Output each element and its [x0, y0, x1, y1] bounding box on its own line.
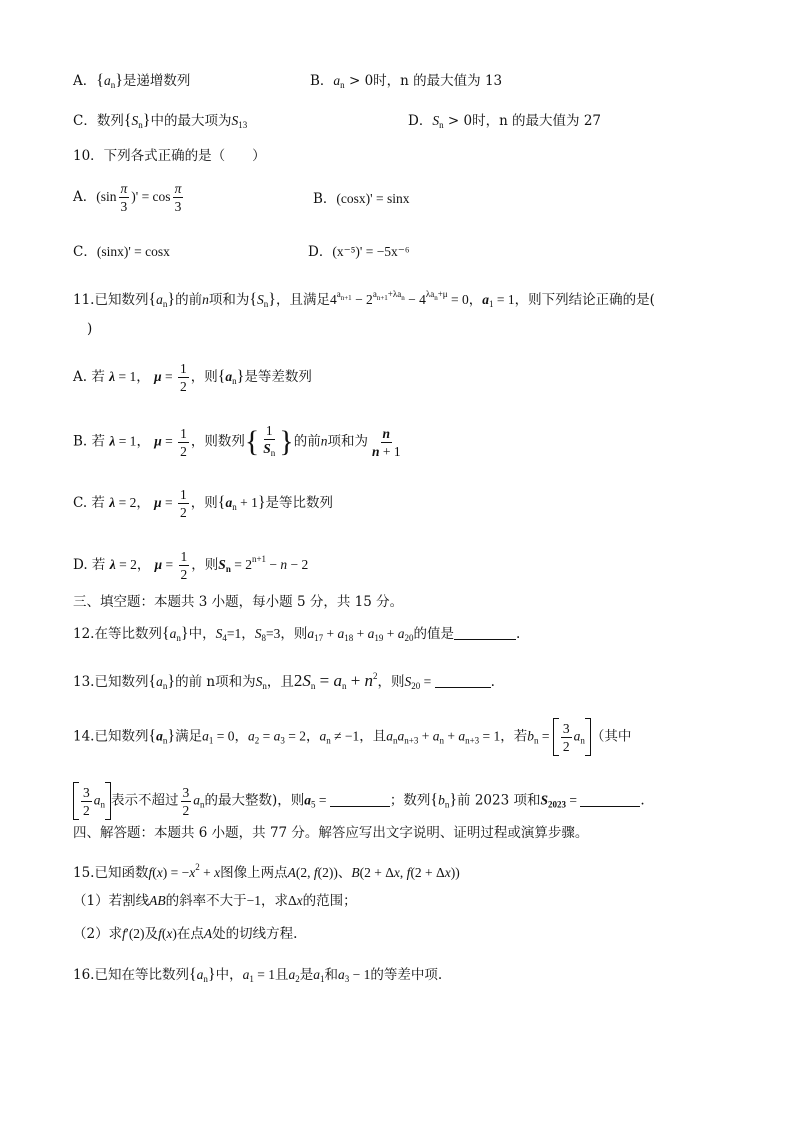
text: ，则 — [190, 495, 218, 511]
option-label: D. 若 — [73, 557, 106, 573]
q15-part2: （2）求f′(2)及f(x)在点A处的切线方程. — [73, 926, 298, 942]
answer-blank[interactable] — [454, 639, 516, 640]
text: （1）若割线 — [73, 893, 150, 909]
text: 处的切线方程. — [212, 926, 298, 942]
q16: 16.已知在等比数列$\{a_n\}$中，$a_1 = 1$且$a_2$是$a_1$和$a_3 - 1$的等差中项. — [73, 966, 443, 984]
text: 的值是 — [413, 626, 454, 642]
q10-option-c — [73, 243, 170, 261]
q10-option-d — [308, 243, 410, 261]
text: 在点 — [176, 926, 204, 942]
text: ，求 — [260, 893, 288, 909]
text: ，则 — [191, 557, 219, 573]
text: ，则 — [280, 626, 308, 642]
section-3-heading: 三、填空题：本题共 3 小题，每小题 5 分，共 15 分。 — [73, 594, 404, 610]
text: 12.在等比数列 — [73, 626, 162, 642]
text: ；数列 — [389, 792, 431, 809]
text: 的等差中项. — [370, 967, 443, 983]
option-expr: (cosx)' = sinx — [336, 191, 410, 206]
text: 项和为 — [208, 292, 250, 308]
text: 是等差数列 — [244, 369, 312, 385]
text: 图像上两点 — [220, 865, 288, 881]
q13: 13.已知数列$\{a_n\}$的前 n项和为$S_n$，且$2S_n = a_n + n^2$，则$S_{20}$ = . — [73, 671, 495, 691]
text: 14.已知数列 — [73, 728, 149, 745]
q10-stem: 10．下列各式正确的是（ ） — [73, 148, 266, 164]
text: 和 — [324, 967, 338, 983]
section-4-heading: 四、解答题：本题共 6 小题，共 77 分。解答应写出文字说明、证明过程或演算步骤。 — [73, 825, 589, 841]
option-label: D． — [308, 244, 333, 260]
option-label: A． — [73, 73, 97, 89]
option-label: B. 若 — [73, 433, 106, 450]
text: ，且满足 — [275, 292, 330, 308]
option-text: > 0时，n 的最大值为 27 — [447, 113, 602, 129]
q10-option-a: A．(sin $\frac{\pi}{3}$ )' = cos $\frac{\pi}{3}$ — [73, 181, 182, 214]
option-expr: (x⁻⁵)' = −5x⁻⁶ — [332, 244, 410, 259]
text: （2）求 — [73, 926, 123, 942]
q11-stem: 11.已知数列$\{a_n\}$的前n项和为$\{S_n\}$，且满足$4^{a_{n+1}} - 2^{a_{n+1}+\lambda a_n} - 4^{\lambda a_n+\mu} = 0$，$a_1 = 1$，则下列结论正确的是( — [73, 289, 655, 309]
text: （其中 — [590, 728, 632, 745]
text: . — [490, 674, 495, 690]
q11-option-b: B. 若 λ = 1， μ = $\frac{1}{2}$ ，则数列{ $\frac{1}{S_n}$ }的前n项和为 $\frac{n}{n + 1}$ — [73, 423, 401, 459]
option-text: 中的最大项为 — [150, 113, 232, 129]
q12: 12.在等比数列$\{a_n\}$中，$S_4=1$，$S_8=3$，则$a_{17} + a_{18} + a_{19} + a_{20}$的值是 . — [73, 625, 521, 643]
text: ，则 — [190, 369, 218, 385]
text: 项和为 — [327, 433, 368, 450]
q14-line2: $\frac{3}{2}$ $a_n$ 表示不超过 $\frac{3}{2}$ $a_n$的最大整数)，则$a_5$ = ；数列$\{b_n\}$前 2023 项和$S_{2023}$ = . — [73, 782, 645, 820]
text: ， — [241, 626, 255, 642]
text: 是 — [299, 967, 314, 983]
text: ，则数列 — [190, 433, 245, 450]
text: 表示不超过 — [111, 792, 179, 809]
text: 16.已知在等比数列 — [73, 967, 189, 983]
q9-option-c: C．数列$\{S_n\}$中的最大项为$S_{13}$ — [73, 112, 248, 130]
option-expr: (sinx)' = cosx — [96, 244, 170, 259]
q11-option-a: A. 若 λ = 1， μ = $\frac{1}{2}$ ，则$\{a_n\}$是等差数列 — [73, 361, 312, 394]
option-label: A． — [73, 189, 97, 205]
q9-option-b: B．$a_n > 0$时，n 的最大值为 13 — [310, 73, 503, 90]
answer-blank-s2023[interactable] — [580, 806, 640, 807]
text: 的斜率不大于 — [165, 893, 247, 909]
text: . — [640, 792, 645, 809]
text: 的前 n项和为 — [175, 674, 256, 690]
text: 15.已知函数 — [73, 865, 149, 881]
option-label: C. 若 — [73, 495, 105, 511]
option-label: C． — [73, 244, 97, 260]
text: 的范围； — [302, 893, 357, 909]
text: 11.已知数列 — [73, 292, 149, 308]
text: 中， — [188, 626, 216, 642]
text: 满足 — [175, 728, 203, 745]
text: 13.已知数列 — [73, 674, 149, 690]
text: . — [515, 626, 521, 642]
q15-part1: （1）若割线AB的斜率不大于−1，求Δx的范围； — [73, 893, 357, 909]
text: 前 2023 项和 — [457, 792, 541, 809]
answer-blank[interactable] — [435, 687, 491, 688]
q11-option-c: C. 若 λ = 2， μ = $\frac{1}{2}$ ，则$\{a_n + 1\}$是等比数列 — [73, 487, 334, 520]
option-text: 是递增数列 — [122, 73, 191, 89]
text: 中， — [215, 967, 243, 983]
q9-option-a: A．$\{a_n\}$是递增数列 — [73, 72, 191, 90]
text: 是等比数列 — [265, 495, 334, 511]
option-label: D． — [408, 113, 433, 129]
answer-blank-a5[interactable] — [330, 806, 390, 807]
q11-option-d: D. 若 λ = 2， μ = $\frac{1}{2}$ ，则$S_n = 2^{n+1} - n - 2$ — [73, 549, 309, 582]
option-label: B． — [310, 73, 334, 89]
q9-option-d: D．$S_n > 0$时，n 的最大值为 27 — [408, 113, 602, 130]
option-label: A. 若 — [73, 369, 105, 385]
text: 的最大整数)，则 — [204, 792, 305, 809]
q10-option-b — [313, 190, 409, 208]
text: ，且 — [266, 674, 294, 690]
text: 及 — [144, 926, 159, 942]
q14-line1: 14.已知数列$\{a_n\}$满足$a_1 = 0$，$a_2 = a_3 = 2$，$a_n \ne -1$，且$a_na_{n+3} + a_n + a_{n+3} = 1$，若$b_n$ = $\frac{3}{2}$ $a_n$ （其中 — [73, 718, 631, 756]
text: 的前 — [293, 433, 321, 450]
q15-stem: 15.已知函数$f(x) = -x^2 + x$图像上两点A(2, f(2))、B(2 + Δx, f(2 + Δx)) — [73, 862, 460, 881]
text: ，则下列结论正确的是( — [514, 292, 655, 308]
option-label: C．数列 — [73, 113, 124, 129]
text: ，若 — [500, 728, 528, 745]
q11-stem-close: ) — [87, 321, 93, 337]
text: 的前 — [175, 292, 203, 308]
text: ，则 — [377, 674, 405, 690]
option-label: B． — [313, 191, 337, 207]
option-text: > 0时，n 的最大值为 13 — [348, 73, 503, 89]
text: 且 — [274, 967, 289, 983]
